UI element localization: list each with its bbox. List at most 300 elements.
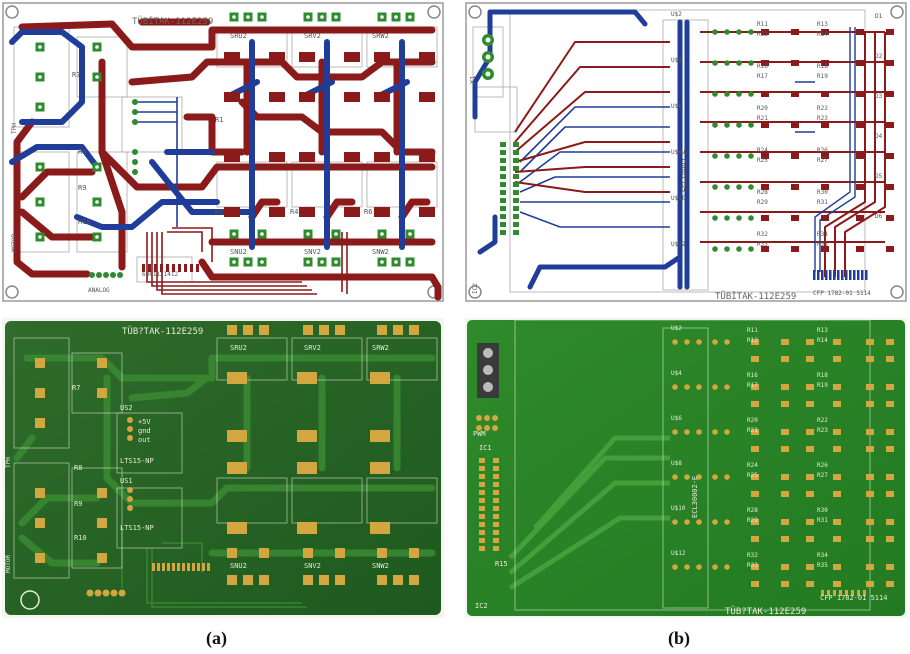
smd-pad — [299, 92, 315, 102]
smd-pad — [791, 246, 799, 252]
smd-pad — [781, 474, 789, 480]
smd-pad — [833, 446, 841, 452]
ic-pin — [162, 563, 165, 571]
gold-pad — [227, 575, 237, 585]
smd-pad — [299, 207, 315, 217]
pad-hole — [38, 165, 42, 169]
layout-a-conn-label: ANALOG — [88, 287, 110, 294]
smd-pad — [269, 152, 285, 162]
smd-pad — [374, 92, 390, 102]
pad — [724, 29, 730, 35]
ic-pin — [187, 563, 190, 571]
layout-b-ref-r21: R21 — [757, 115, 768, 122]
smd-pad — [374, 152, 390, 162]
layout-b-uref: U$6 — [671, 103, 682, 110]
photo-b-ref-r13: R13 — [817, 327, 828, 334]
smd-pad — [751, 581, 759, 587]
pad — [696, 519, 702, 525]
gold-pad — [409, 548, 419, 558]
smd-pad — [781, 401, 789, 407]
gold-pad — [303, 575, 313, 585]
ic-pin — [167, 563, 170, 571]
pad — [132, 119, 138, 125]
ic-pin — [196, 264, 199, 272]
layout-a-ref-r10: R10 — [78, 218, 91, 226]
caption-b: (b) — [668, 628, 690, 648]
pad — [672, 564, 678, 570]
header-pin — [103, 590, 110, 597]
smd-pad — [806, 401, 814, 407]
smd-pad — [886, 184, 894, 190]
pad — [724, 564, 730, 570]
pad — [684, 384, 690, 390]
pad-hole — [232, 15, 236, 19]
connector-pin — [861, 270, 864, 280]
pad-hole — [95, 165, 99, 169]
ic-pin — [513, 206, 519, 211]
photo-b-ref-r25: R25 — [747, 472, 758, 479]
connector-pin — [845, 270, 848, 280]
smd-pad — [806, 384, 814, 390]
smd-pad — [224, 92, 240, 102]
ic-pin — [479, 498, 485, 503]
pad-hole — [486, 55, 491, 60]
smd-pad — [886, 519, 894, 525]
smd-pad — [806, 474, 814, 480]
ic-pin — [190, 264, 193, 272]
smd-pad — [806, 564, 814, 570]
smd-pad — [866, 339, 874, 345]
pad — [724, 184, 730, 190]
pad — [712, 153, 718, 159]
ic-pin — [500, 214, 506, 219]
gold-pad — [377, 575, 387, 585]
gold-pad — [243, 575, 253, 585]
smd-pad — [751, 446, 759, 452]
header-pin — [492, 425, 498, 431]
ic-pin — [500, 182, 506, 187]
smd-pad — [886, 384, 894, 390]
smd-pad — [833, 536, 841, 542]
header-pin — [87, 590, 94, 597]
ic-pin — [513, 198, 519, 203]
ic-pin — [513, 182, 519, 187]
smd-pad — [299, 52, 315, 62]
smd-pad — [866, 401, 874, 407]
gold-pad — [97, 553, 107, 563]
pad-hole — [232, 232, 236, 236]
pad — [684, 339, 690, 345]
smd-pad — [866, 446, 874, 452]
pcb-photo-a — [2, 318, 444, 618]
gold-pad — [35, 418, 45, 428]
photo-b-ref-r33: R33 — [747, 562, 758, 569]
header-pin — [117, 272, 123, 278]
pad — [132, 109, 138, 115]
pad — [712, 564, 718, 570]
photo-b-ref-r17: R17 — [747, 382, 758, 389]
photo-b-ref-r26: R26 — [817, 462, 828, 469]
header-pin — [103, 272, 109, 278]
pad-hole — [394, 260, 398, 264]
gold-pad — [409, 325, 419, 335]
ic-pin — [513, 174, 519, 179]
gold-pad — [243, 325, 253, 335]
smd-pad — [866, 491, 874, 497]
smd-pad — [761, 215, 769, 221]
smd-pad — [781, 429, 789, 435]
layout-b-ref-r24: R24 — [757, 147, 768, 154]
gold-pad — [409, 575, 419, 585]
pad-hole — [334, 232, 338, 236]
layout-b-ref-r14: R14 — [817, 31, 828, 38]
photo-a-label-snw2: SNW2 — [372, 562, 389, 570]
layout-a-label-snv2: SNV2 — [304, 248, 321, 256]
smd-pad — [781, 491, 789, 497]
layout-a-ref-r7: R7 — [72, 71, 81, 79]
smd-pad — [781, 581, 789, 587]
smd-pad — [370, 462, 390, 474]
layout-a-ref-r6: R6 — [364, 208, 373, 216]
pad — [724, 384, 730, 390]
smd-pad — [856, 29, 864, 35]
connector-pin — [849, 270, 852, 280]
ic-pin — [479, 538, 485, 543]
header-pin — [95, 590, 102, 597]
connector-pin — [853, 270, 856, 280]
smd-pad — [751, 356, 759, 362]
pad-hole — [95, 200, 99, 204]
pad-hole — [306, 232, 310, 236]
connector-pin — [837, 270, 840, 280]
smd-pad — [344, 207, 360, 217]
ic-pin — [493, 522, 499, 527]
photo-b-ref-r30: R30 — [817, 507, 828, 514]
pad — [712, 339, 718, 345]
smd-pad — [344, 52, 360, 62]
photo-b-uref: U$2 — [671, 325, 682, 332]
smd-pad — [833, 401, 841, 407]
smd-pad — [886, 153, 894, 159]
smd-pad — [886, 581, 894, 587]
layout-a-ref-r2: R2 — [215, 208, 224, 216]
layout-b-ref-r25: R25 — [757, 157, 768, 164]
smd-pad — [886, 215, 894, 221]
smd-pad — [886, 401, 894, 407]
pad-hole — [408, 260, 412, 264]
ic-pin — [493, 498, 499, 503]
pad-hole — [320, 260, 324, 264]
layout-b-ref-r34: R34 — [817, 231, 828, 238]
pad — [127, 505, 133, 511]
ic-pin — [207, 563, 210, 571]
smd-pad — [297, 372, 317, 384]
smd-pad — [419, 92, 435, 102]
gold-pad — [319, 325, 329, 335]
smd-pad — [886, 536, 894, 542]
photo-b-ref-r24: R24 — [747, 462, 758, 469]
connector-pin — [825, 270, 828, 280]
pad-hole — [95, 45, 99, 49]
ic-pin — [500, 158, 506, 163]
smd-pad — [751, 491, 759, 497]
photo-b-ic-label: ECL30002-E — [691, 475, 699, 518]
pad — [696, 564, 702, 570]
layout-b-ref-r16: R16 — [757, 63, 768, 70]
smd-pad — [833, 356, 841, 362]
pad — [712, 519, 718, 525]
pad-hole — [320, 15, 324, 19]
pad — [712, 429, 718, 435]
smd-pad — [886, 356, 894, 362]
layout-a-label-srw2: SRW2 — [372, 32, 389, 40]
smd-pad — [866, 536, 874, 542]
ic-pin — [513, 230, 519, 235]
smd-pad — [791, 60, 799, 66]
ic-pin — [479, 458, 485, 463]
photo-b-ref-r21: R21 — [747, 427, 758, 434]
ic-pin — [184, 264, 187, 272]
gold-pad — [259, 575, 269, 585]
smd-pad — [886, 29, 894, 35]
layout-b-x1: X1 — [469, 75, 477, 84]
photo-b-uref: U$6 — [671, 415, 682, 422]
photo-b-ic2: IC2 — [475, 602, 488, 610]
smd-pad — [833, 519, 841, 525]
ic-pin — [479, 522, 485, 527]
smd-pad — [781, 384, 789, 390]
smd-pad — [866, 474, 874, 480]
layout-b-ref-r13: R13 — [817, 21, 828, 28]
photo-b-ref-r14: R14 — [817, 337, 828, 344]
pad — [748, 246, 754, 252]
gold-pad — [393, 325, 403, 335]
pcb-photo-a-drawing — [2, 318, 444, 618]
pad — [712, 474, 718, 480]
smd-pad — [419, 207, 435, 217]
smd-pad — [856, 246, 864, 252]
smd-pad — [821, 122, 829, 128]
smd-pad — [886, 60, 894, 66]
ic-pin — [513, 158, 519, 163]
smd-pad — [791, 122, 799, 128]
pad — [712, 122, 718, 128]
pcb-layout-a — [2, 2, 444, 302]
pad — [724, 429, 730, 435]
header-pin — [111, 590, 118, 597]
ic-pin — [479, 474, 485, 479]
smd-pad — [806, 491, 814, 497]
pad — [724, 60, 730, 66]
smd-pad — [821, 215, 829, 221]
pad — [127, 487, 133, 493]
photo-b-r15: R15 — [495, 560, 508, 568]
photo-b-uref: U$10 — [671, 505, 686, 512]
smd-pad — [297, 522, 317, 534]
layout-a-label-snu2: SNU2 — [230, 248, 247, 256]
pad — [672, 519, 678, 525]
pad — [672, 384, 678, 390]
photo-b-pwm: PWM — [473, 430, 486, 438]
layout-a-ref-r4: R4 — [290, 208, 299, 216]
pad — [736, 60, 742, 66]
pad — [748, 91, 754, 97]
smd-pad — [269, 52, 285, 62]
photo-a-ref-r10: R10 — [74, 534, 87, 542]
connector-pin — [813, 270, 816, 280]
ic-pin — [182, 563, 185, 571]
pad-hole — [246, 15, 250, 19]
header-pin — [96, 272, 102, 278]
pad — [712, 246, 718, 252]
ic-pin — [513, 142, 519, 147]
layout-b-ref-r20: R20 — [757, 105, 768, 112]
pcb-photo-b — [465, 318, 907, 618]
smd-pad — [227, 462, 247, 474]
gold-pad — [393, 575, 403, 585]
smd-pad — [886, 446, 894, 452]
ic-pin — [202, 563, 205, 571]
photo-a-pin-gnd: gnd — [138, 427, 151, 435]
photo-b-ref-r19: R19 — [817, 382, 828, 389]
pad — [736, 91, 742, 97]
ic-pin — [479, 546, 485, 551]
pad — [684, 474, 690, 480]
pad-hole — [38, 45, 42, 49]
smd-pad — [833, 491, 841, 497]
ic-pin — [500, 230, 506, 235]
ic-pin — [513, 166, 519, 171]
smd-pad — [886, 91, 894, 97]
smd-pad — [821, 91, 829, 97]
layout-a-ref-r9: R9 — [78, 184, 87, 192]
pad-hole — [408, 15, 412, 19]
photo-a-tph: TPH — [5, 457, 12, 468]
pad — [712, 384, 718, 390]
smd-pad — [297, 430, 317, 442]
smd-pad — [856, 215, 864, 221]
layout-b-ref-r27: R27 — [817, 157, 828, 164]
pad — [132, 99, 138, 105]
pad-hole — [486, 72, 491, 77]
photo-b-ref-r18: R18 — [817, 372, 828, 379]
layout-b-ref-r29: R29 — [757, 199, 768, 206]
ic-pin — [479, 506, 485, 511]
photo-a-ref-r7: R7 — [72, 384, 81, 392]
gold-pad — [303, 325, 313, 335]
layout-b-uref: U$12 — [671, 241, 686, 248]
gold-pad — [377, 548, 387, 558]
photo-a-ref-us2: US2 — [120, 404, 133, 412]
layout-b-dref: D5 — [875, 173, 883, 180]
smd-pad — [866, 564, 874, 570]
ic-pin — [500, 150, 506, 155]
smd-pad — [227, 372, 247, 384]
gold-pad — [35, 553, 45, 563]
layout-a-ref-r8: R8 — [78, 148, 87, 156]
ic-pin — [513, 150, 519, 155]
smd-pad — [781, 339, 789, 345]
smd-pad — [806, 581, 814, 587]
ic-pin — [513, 214, 519, 219]
photo-b-ref-r27: R27 — [817, 472, 828, 479]
smd-pad — [791, 91, 799, 97]
smd-pad — [856, 60, 864, 66]
connector-pin — [841, 270, 844, 280]
pad-hole — [38, 200, 42, 204]
ic-pin — [500, 190, 506, 195]
smd-pad — [866, 519, 874, 525]
pad — [724, 474, 730, 480]
photo-a-ref-r9: R9 — [74, 500, 83, 508]
smd-pad — [886, 122, 894, 128]
layout-b-ref-r12: R12 — [757, 31, 768, 38]
photo-a-lts-1: LTS15-NP — [120, 457, 154, 465]
gold-pad — [97, 518, 107, 528]
smd-pad — [866, 581, 874, 587]
smd-pad — [806, 446, 814, 452]
gold-pad — [97, 488, 107, 498]
ic-pin — [493, 490, 499, 495]
photo-b-ref-r29: R29 — [747, 517, 758, 524]
gold-pad — [259, 325, 269, 335]
ic-pin — [500, 206, 506, 211]
connector-pin — [857, 270, 860, 280]
ic-pin — [152, 563, 155, 571]
pad — [696, 384, 702, 390]
smd-pad — [833, 384, 841, 390]
header-pin — [484, 415, 490, 421]
pad-hole — [38, 75, 42, 79]
smd-pad — [866, 429, 874, 435]
pad — [132, 149, 138, 155]
photo-b-ref-r12: R12 — [747, 337, 758, 344]
pad — [132, 159, 138, 165]
pad — [712, 91, 718, 97]
ic-pin — [157, 563, 160, 571]
ic-pin — [500, 166, 506, 171]
pad-hole — [38, 105, 42, 109]
smd-pad — [224, 152, 240, 162]
smd-pad — [866, 356, 874, 362]
ic-pin — [493, 466, 499, 471]
layout-b-uref: U$4 — [671, 57, 682, 64]
photo-a-label-sru2: SRU2 — [230, 344, 247, 352]
pad-hole — [260, 232, 264, 236]
ic-pin — [493, 506, 499, 511]
pad — [696, 339, 702, 345]
gold-pad — [35, 358, 45, 368]
smd-pad — [781, 446, 789, 452]
caption-a: (a) — [206, 628, 227, 648]
ic-pin — [513, 190, 519, 195]
smd-pad — [761, 91, 769, 97]
ic-pin — [479, 530, 485, 535]
pad-hole — [260, 15, 264, 19]
smd-pad — [344, 152, 360, 162]
smd-pad — [791, 184, 799, 190]
smd-pad — [866, 384, 874, 390]
smd-pad — [886, 564, 894, 570]
layout-b-uref: U$2 — [671, 11, 682, 18]
ic-pin — [493, 530, 499, 535]
smd-pad — [806, 339, 814, 345]
photo-b-ref-r11: R11 — [747, 327, 758, 334]
pad-hole — [334, 15, 338, 19]
photo-b-uref: U$8 — [671, 460, 682, 467]
smd-pad — [751, 536, 759, 542]
pad — [748, 122, 754, 128]
